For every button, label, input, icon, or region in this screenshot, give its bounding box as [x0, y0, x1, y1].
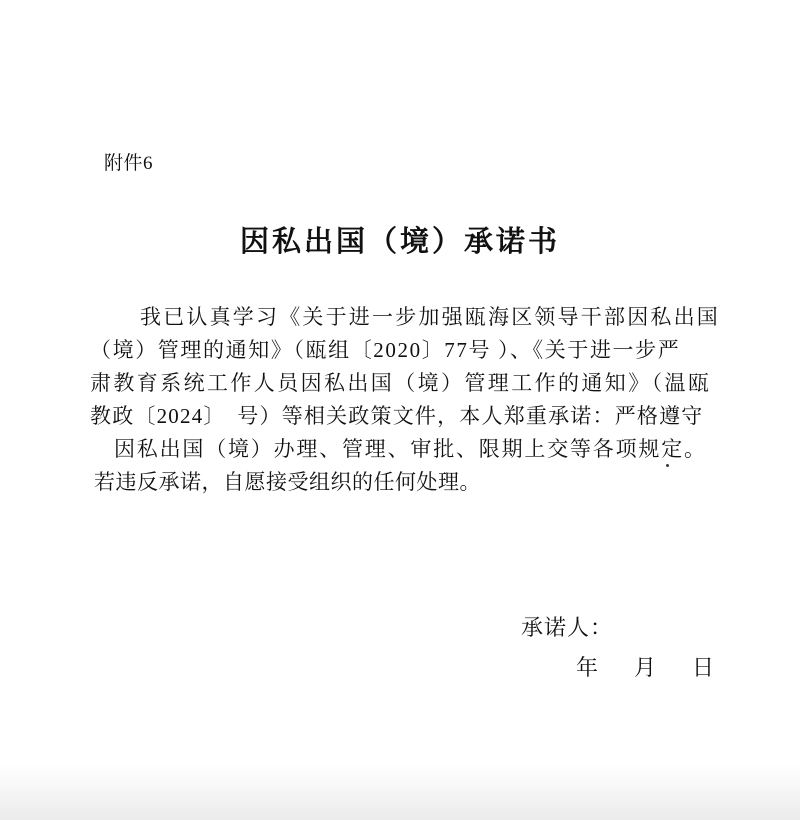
- document-title: 因私出国（境）承诺书: [239, 226, 560, 258]
- date-year-label: 年: [576, 655, 599, 680]
- paragraph-line: 肃教育系统工作人员因私出国（境）管理工作的通知》（温瓯: [90, 371, 712, 395]
- body-paragraph: [90, 301, 722, 499]
- date-line: [576, 651, 714, 682]
- paragraph-line: 因私出国（境）办理、管理、审批、限期上交等各项规定。: [114, 437, 707, 461]
- signature-label: 承诺人：: [521, 615, 614, 640]
- paragraph-line: （境）管理的通知》（瓯组〔2020〕77号 ）、《关于进一步严: [90, 338, 681, 362]
- attachment-label: 附件6: [104, 153, 154, 174]
- date-day-label: 日: [691, 655, 714, 680]
- paragraph-line: 我已认真学习《关于进一步加强瓯海区领导干部因私出国: [140, 305, 720, 329]
- paragraph-line: 若违反承诺，自愿接受组织的任何处理。: [94, 470, 481, 494]
- paragraph-line: 教政〔2024〕 号）等相关政策文件，本人郑重承诺：严格遵守: [90, 404, 704, 428]
- date-month-label: 月: [633, 655, 656, 680]
- stray-ink-dot: [666, 464, 669, 467]
- page-bottom-fade: [0, 765, 800, 820]
